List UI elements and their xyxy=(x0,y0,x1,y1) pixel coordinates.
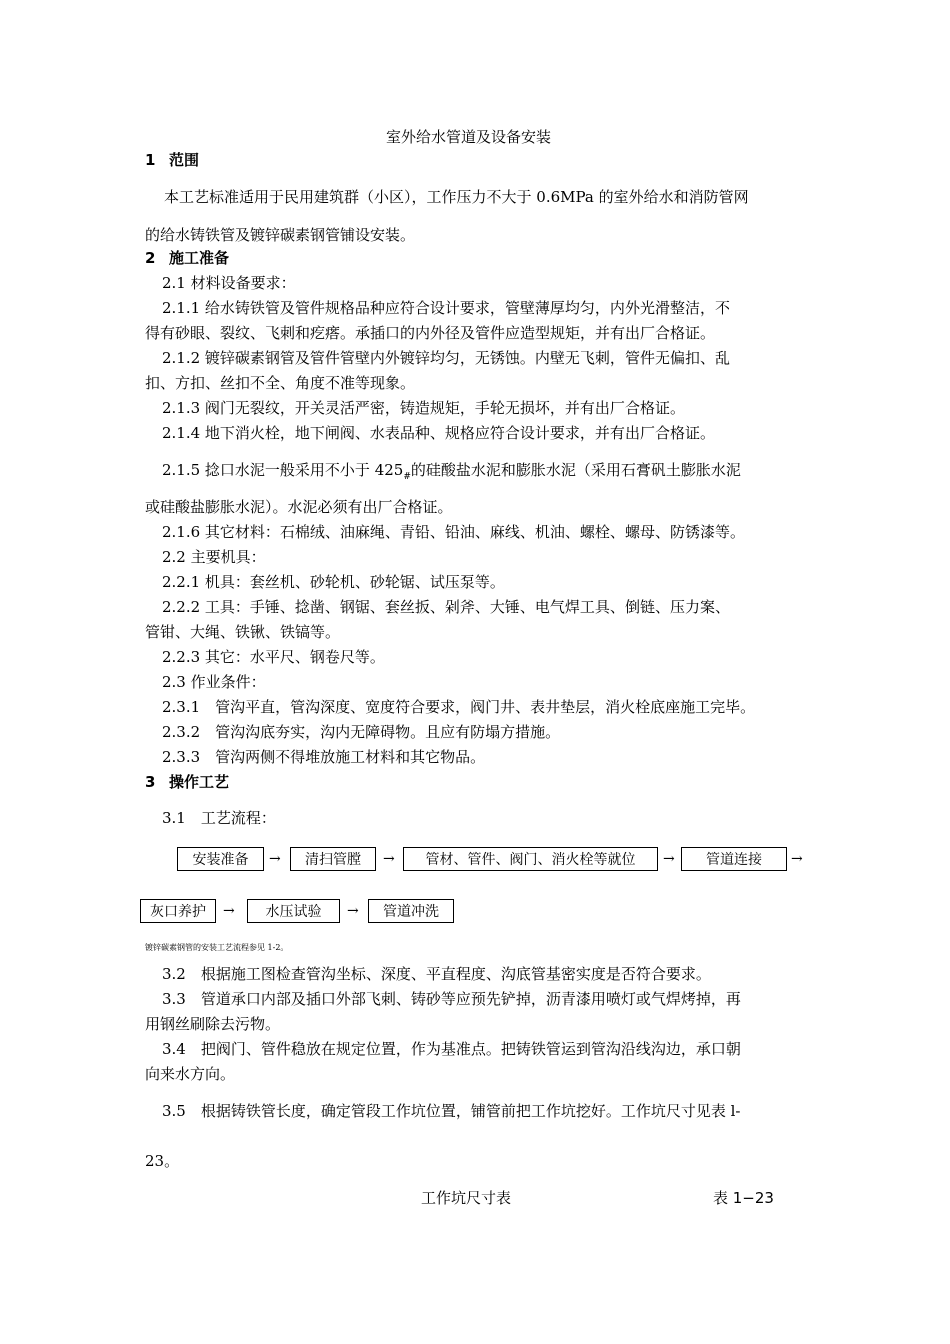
clause-2-2-3: 2.2.3 其它：水平尺、钢卷尺等。 xyxy=(162,648,385,666)
section-2-heading: 施工准备 xyxy=(169,249,230,267)
scope-paragraph-line-2: 的给水铸铁管及镀锌碳素钢管铺设安装。 xyxy=(145,226,416,244)
clause-3-2: 3.2 根据施工图检查管沟坐标、深度、平直程度、沟底管基密实度是否符合要求。 xyxy=(162,965,711,983)
clause-2-1-1-line-2: 得有砂眼、裂纹、飞刺和疙瘩。承插口的内外径及管件应造型规矩，并有出厂合格证。 xyxy=(145,324,716,342)
flow-step-pressure-test: 水压试验 xyxy=(247,899,340,923)
clause-3-5-line-1: 3.5 根据铸铁管长度，确定管段工作坑位置，铺管前把工作坑挖好。工作坑尺寸见表 l- xyxy=(162,1102,741,1120)
clause-3-1: 3.1 工艺流程： xyxy=(162,809,276,827)
flow-step-clean-bore: 清扫管膛 xyxy=(290,847,376,871)
clause-2-1-5-subscript: # xyxy=(403,472,411,482)
clause-2-3-3: 2.3.3 管沟两侧不得堆放施工材料和其它物品。 xyxy=(162,748,486,766)
clause-2-3-1: 2.3.1 管沟平直，管沟深度、宽度符合要求，阀门井、表井垫层，消火栓底座施工完毕。 xyxy=(162,698,756,716)
clause-2-2: 2.2 主要机具： xyxy=(162,548,266,566)
clause-2-3-2: 2.3.2 管沟沟底夯实，沟内无障碍物。且应有防塌方措施。 xyxy=(162,723,561,741)
section-1-number: 1 xyxy=(145,151,156,169)
clause-2-1-2-line-1: 2.1.2 镀锌碳素钢管及管件管壁内外镀锌均匀，无锈蚀。内壁无飞刺，管件无偏扣、乱 xyxy=(162,349,730,367)
clause-3-4-line-1: 3.4 把阀门、管件稳放在规定位置，作为基准点。把铸铁管运到管沟沿线沟边，承口朝 xyxy=(162,1040,741,1058)
clause-2-1-3: 2.1.3 阀门无裂纹，开关灵活严密，铸造规矩，手轮无损坏，并有出厂合格证。 xyxy=(162,399,685,417)
flow-step-place-materials: 管材、管件、阀门、消火栓等就位 xyxy=(403,847,658,871)
clause-2-3: 2.3 作业条件： xyxy=(162,673,266,691)
clause-2-1-5-text-a: 2.1.5 捻口水泥一般采用不小于 425 xyxy=(162,461,404,479)
flow-arrow: → xyxy=(663,851,675,867)
section-1-heading: 范围 xyxy=(169,151,200,169)
clause-3-3-line-1: 3.3 管道承口内部及插口外部飞刺、铸砂等应预先铲掉，沥青漆用喷灯或气焊烤掉，再 xyxy=(162,990,741,1008)
clause-2-1-5-line-2: 或硅酸盐膨胀水泥）。水泥必须有出厂合格证。 xyxy=(145,498,453,516)
clause-2-2-2-line-2: 管钳、大绳、铁锹、铁镐等。 xyxy=(145,623,341,641)
clause-2-1: 2.1 材料设备要求： xyxy=(162,274,296,292)
clause-2-1-4: 2.1.4 地下消火栓，地下闸阀、水表品种、规格应符合设计要求，并有出厂合格证。 xyxy=(162,424,715,442)
clause-3-5-line-2: 23。 xyxy=(145,1152,180,1170)
flow-arrow: → xyxy=(223,903,235,919)
table-reference: 表 1−23 xyxy=(713,1189,774,1207)
flow-footnote: 镀锌碳素钢管的安装工艺流程参见 1-2。 xyxy=(145,943,289,952)
flow-arrow: → xyxy=(347,903,359,919)
clause-2-1-5-line-1 xyxy=(162,461,741,486)
section-2-number: 2 xyxy=(145,249,156,267)
flow-arrow: → xyxy=(383,851,395,867)
clause-2-1-1-line-1: 2.1.1 给水铸铁管及管件规格品种应符合设计要求，管壁薄厚均匀，内外光滑整洁，不 xyxy=(162,299,730,317)
clause-2-1-6: 2.1.6 其它材料：石棉绒、油麻绳、青铅、铅油、麻线、机油、螺栓、螺母、防锈漆等。 xyxy=(162,523,745,541)
clause-2-2-1: 2.2.1 机具：套丝机、砂轮机、砂轮锯、试压泵等。 xyxy=(162,573,505,591)
page-title: 室外给水管道及设备安装 xyxy=(386,128,552,146)
flow-step-pipe-flush: 管道冲洗 xyxy=(368,899,454,923)
flow-step-install-prep: 安装准备 xyxy=(177,847,264,871)
scope-paragraph-line-1: 本工艺标准适用于民用建筑群（小区），工作压力不大于 0.6MPa 的室外给水和消防管网 xyxy=(164,188,749,206)
clause-2-2-2-line-1: 2.2.2 工具：手锤、捻凿、钢锯、套丝扳、剁斧、大锤、电气焊工具、倒链、压力案、 xyxy=(162,598,730,616)
flow-step-pipe-connect: 管道连接 xyxy=(681,847,787,871)
flow-arrow: → xyxy=(791,851,803,867)
flow-step-joint-curing: 灰口养护 xyxy=(140,899,216,923)
clause-3-4-line-2: 向来水方向。 xyxy=(145,1065,236,1083)
table-title: 工作坑尺寸表 xyxy=(421,1189,512,1207)
section-3-heading: 操作工艺 xyxy=(169,773,230,791)
clause-2-1-5-text-b: 的硅酸盐水泥和膨胀水泥（采用石膏矾土膨胀水泥 xyxy=(410,461,741,479)
clause-3-3-line-2: 用钢丝刷除去污物。 xyxy=(145,1015,281,1033)
clause-2-1-2-line-2: 扣、方扣、丝扣不全、角度不准等现象。 xyxy=(145,374,416,392)
flow-arrow: → xyxy=(269,851,281,867)
section-3-number: 3 xyxy=(145,773,156,791)
